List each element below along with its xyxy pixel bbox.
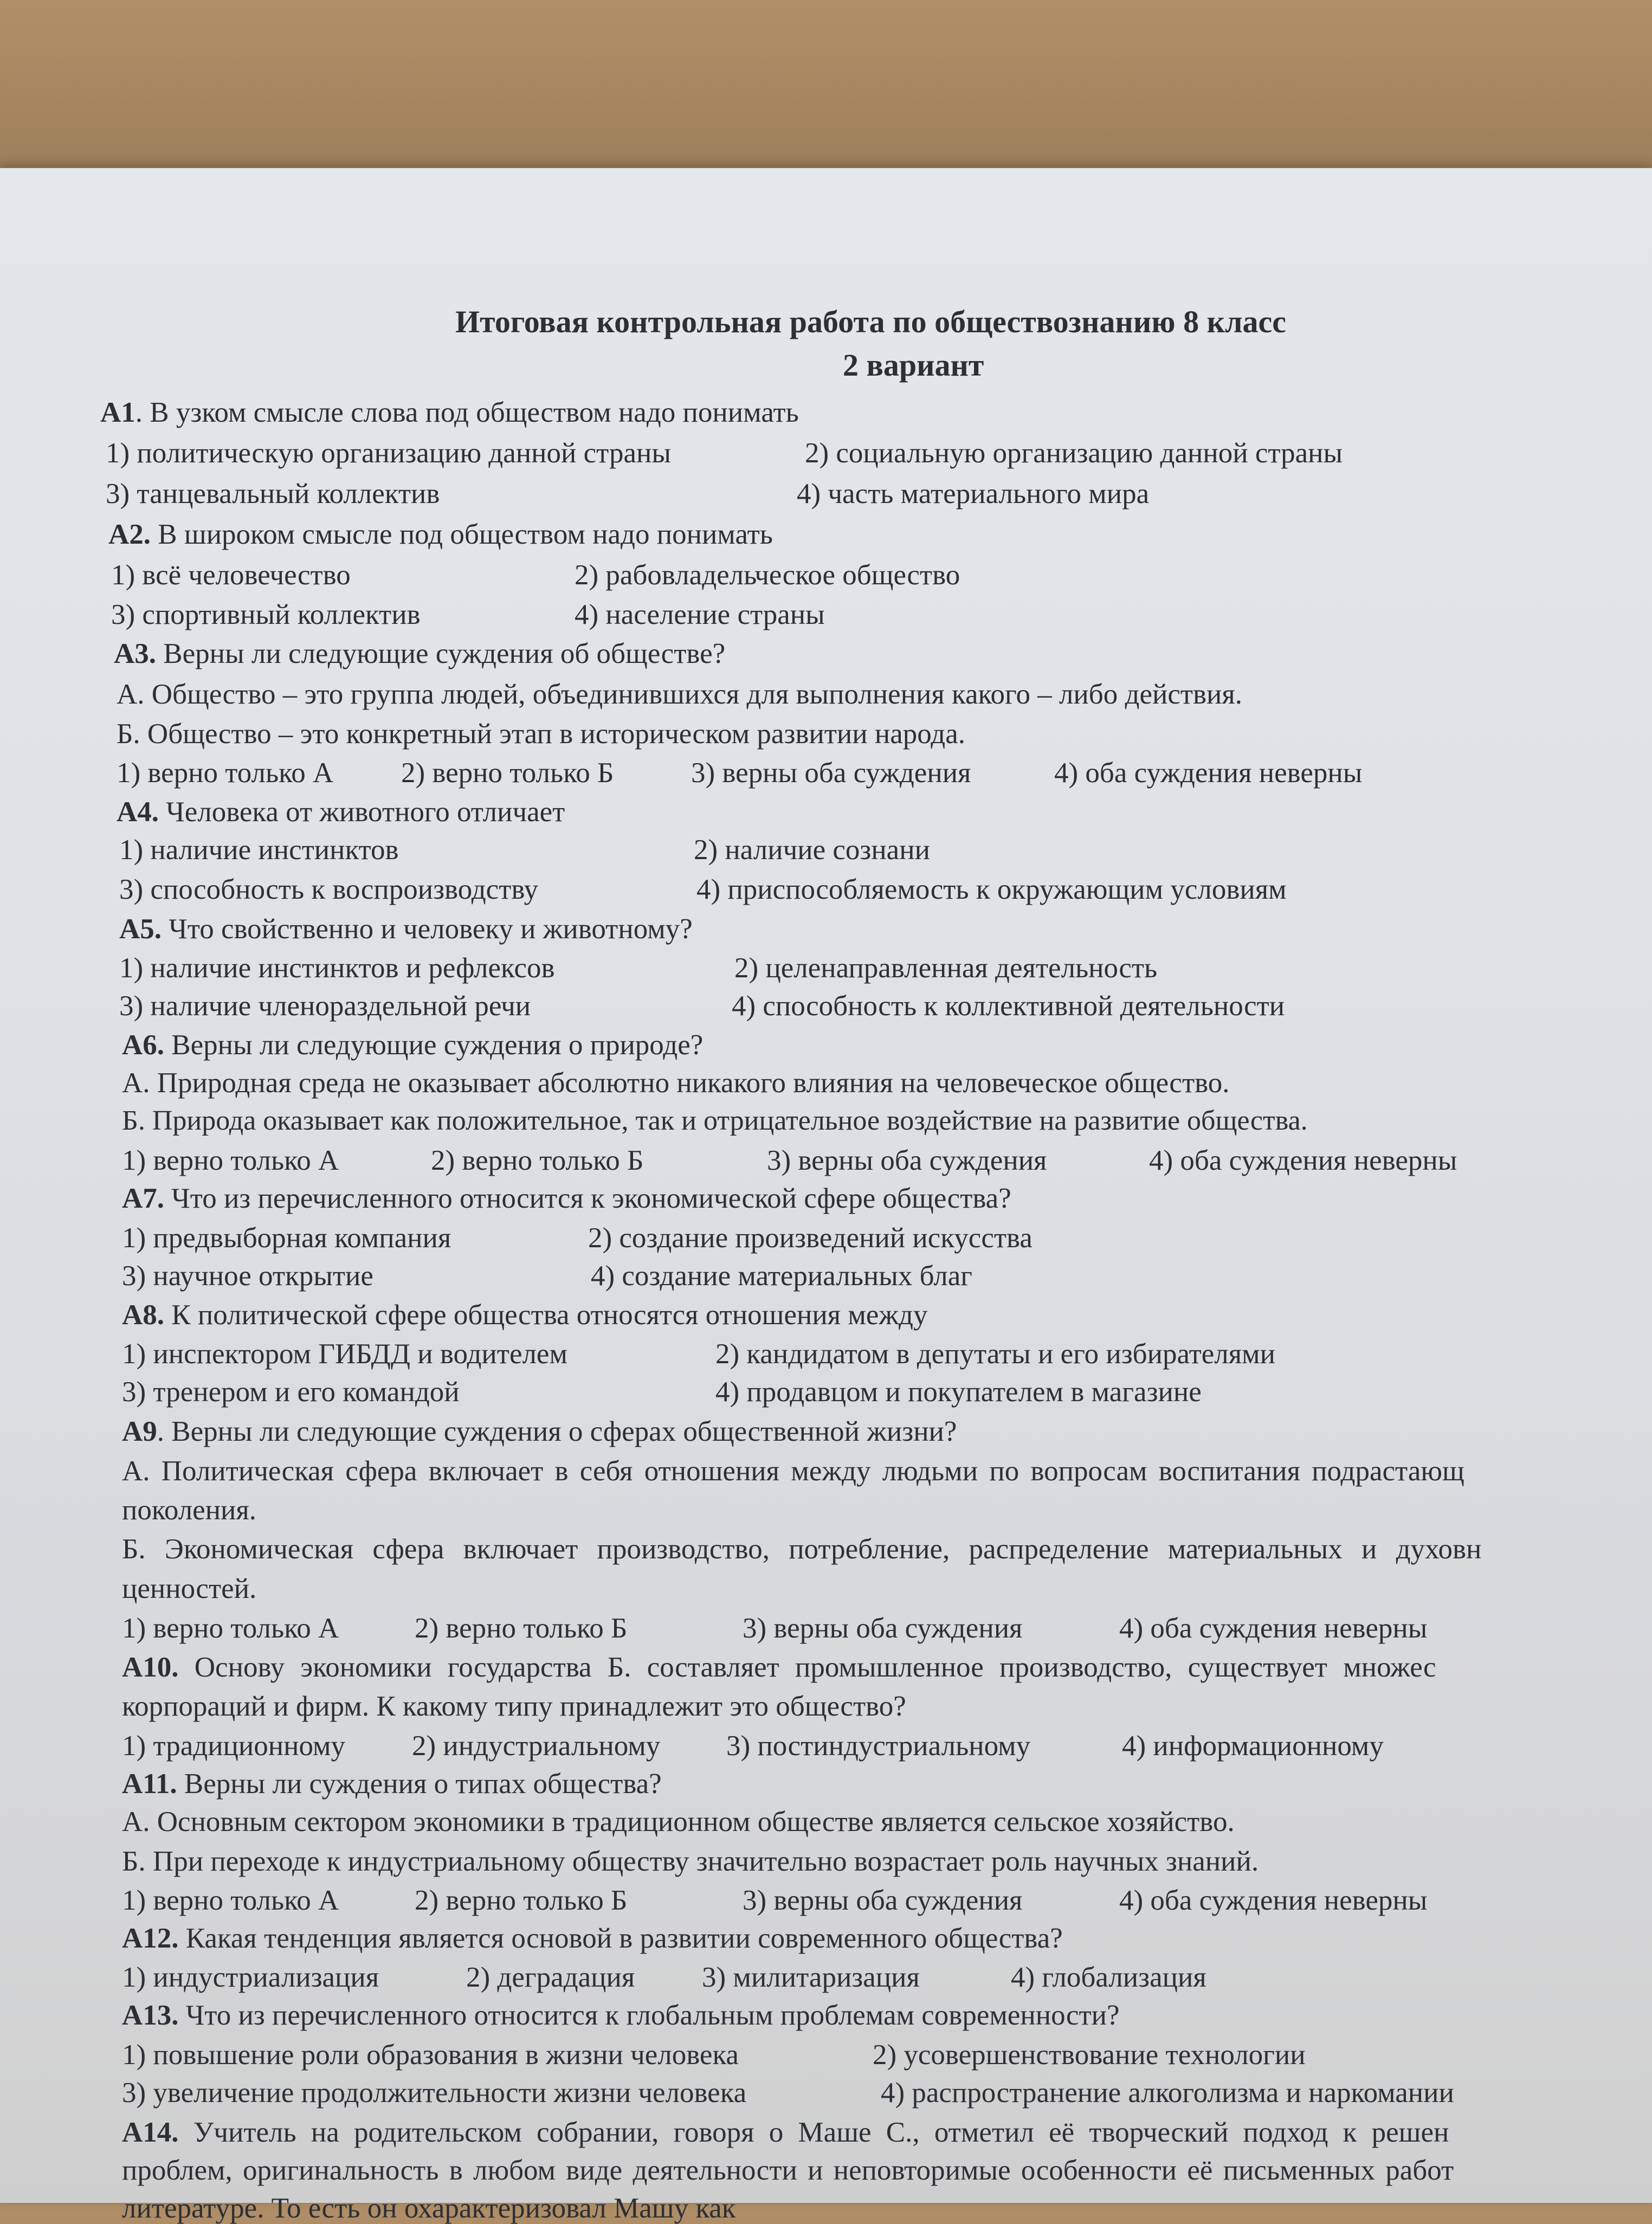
option: 3) научное открытие <box>122 1260 373 1292</box>
question-a5 <box>119 915 693 944</box>
paper-sheet <box>0 168 1652 2224</box>
statement-a: А. Природная среда не оказывает абсолютно никакого влияния на человеческое общество. <box>122 1067 1230 1099</box>
variant-label: 2 вариант <box>843 347 984 383</box>
option-row <box>122 1962 1206 1993</box>
question-a7 <box>122 1184 1011 1213</box>
option: 2) верно только Б <box>401 757 614 789</box>
statement-b: Б. Экономическая сфера включает производство, потребление, распределение материальных и духовн <box>122 1533 1482 1565</box>
option-row <box>122 2077 1454 2109</box>
option: 1) индустриализация <box>122 1962 379 1993</box>
question-text: В широком смысле под обществом надо понимать <box>151 519 773 550</box>
option-row <box>111 599 825 630</box>
option: 2) целенаправленная деятельность <box>734 952 1158 984</box>
option-row <box>119 990 1285 1022</box>
option: 4) создание материальных благ <box>591 1260 972 1292</box>
option: 4) население страны <box>575 599 825 630</box>
question-text-continued: литературе. То есть он охарактеризовал Машу как <box>122 2193 736 2224</box>
question-a2 <box>108 520 773 549</box>
question-text: Верны ли суждения о типах общества? <box>177 1768 662 1800</box>
question-text-continued: проблем, оригинальность в любом виде деятельности и неповторимые особенности её письменных работ <box>122 2155 1454 2186</box>
option-row <box>117 757 1363 789</box>
option-row <box>111 559 960 591</box>
option: 2) усовершенствование технологии <box>873 2039 1306 2071</box>
question-number: А11. <box>122 1768 177 1800</box>
question-text: . Верны ли следующие суждения о сферах общественной жизни? <box>157 1416 957 1447</box>
question-number: А6. <box>122 1029 165 1061</box>
question-text: Верны ли следующие суждения о природе? <box>164 1029 704 1061</box>
option: 3) спортивный коллектив <box>111 599 421 630</box>
question-number: А13. <box>122 2000 179 2031</box>
option: 2) индустриальному <box>412 1730 661 1762</box>
question-a3 <box>114 640 725 668</box>
statement-b: Б. При переходе к индустриальному обществу значительно возрастает роль научных знаний. <box>122 1846 1259 1877</box>
option: 1) традиционному <box>122 1730 346 1762</box>
option: 2) деградация <box>466 1962 635 1993</box>
option: 1) верно только А <box>117 757 334 789</box>
question-number: А5. <box>119 913 162 945</box>
option: 4) оба суждения неверны <box>1149 1145 1457 1176</box>
statement-b-continued: ценностей. <box>122 1573 257 1604</box>
question-text: Что свойственно и человеку и животному? <box>162 913 693 945</box>
option: 1) наличие инстинктов <box>119 834 399 866</box>
option: 1) верно только А <box>122 1145 339 1176</box>
question-text: . В узком смысле слова под обществом надо понимать <box>135 397 799 428</box>
question-text: Что из перечисленного относится к экономической сфере общества? <box>164 1183 1011 1214</box>
question-number: А12. <box>122 1923 179 1954</box>
option-row <box>122 1613 1428 1644</box>
option: 4) способность к коллективной деятельности <box>732 990 1285 1022</box>
option-row <box>122 1260 972 1292</box>
option: 4) оба суждения неверны <box>1054 757 1363 789</box>
option: 1) верно только А <box>122 1613 339 1644</box>
option: 1) предвыборная компания <box>122 1222 451 1254</box>
option: 1) повышение роли образования в жизни человека <box>122 2039 739 2071</box>
option: 3) милитаризация <box>702 1962 920 1993</box>
question-number: А1 <box>100 397 135 428</box>
statement-a-continued: поколения. <box>122 1494 257 1526</box>
page-title: Итоговая контрольная работа по обществознанию 8 класс <box>455 304 1287 339</box>
option: 3) танцевальный коллектив <box>106 478 440 510</box>
option: 2) верно только Б <box>415 1885 628 1916</box>
question-text: Основу экономики государства Б. составляет промышленное производство, существует множес <box>178 1652 1436 1683</box>
question-text: Верны ли следующие суждения об обществе? <box>156 638 726 669</box>
option-row <box>122 2039 1306 2071</box>
option: 1) верно только А <box>122 1885 339 1916</box>
question-text: Учитель на родительском собрании, говоря о Маше С., отметил её творческий подход к решен <box>178 2117 1449 2148</box>
option-row <box>119 952 1158 984</box>
statement-a: А. Основным сектором экономики в традиционном обществе является сельское хозяйство. <box>122 1806 1235 1838</box>
option-row <box>106 478 1150 510</box>
question-number: А2. <box>108 519 151 550</box>
option: 1) всё человечество <box>111 559 351 591</box>
option: 4) распространение алкоголизма и наркомании <box>881 2077 1454 2109</box>
option: 3) верны оба суждения <box>767 1145 1047 1176</box>
question-number: А8. <box>122 1299 165 1331</box>
option: 3) увеличение продолжительности жизни человека <box>122 2077 747 2109</box>
question-text: Что из перечисленного относится к глобальным проблемам современности? <box>178 2000 1120 2031</box>
option: 3) верны оба суждения <box>743 1613 1023 1644</box>
option-row <box>122 1376 1202 1408</box>
statement-a: А. Общество – это группа людей, объединившихся для выполнения какого – либо действия. <box>117 679 1243 710</box>
option: 2) социальную организацию данной страны <box>805 437 1343 469</box>
option: 2) верно только Б <box>431 1145 644 1176</box>
statement-b: Б. Общество – это конкретный этап в историческом развитии народа. <box>117 718 966 750</box>
option: 2) наличие сознани <box>694 834 930 866</box>
option: 3) наличие членораздельной речи <box>119 990 531 1022</box>
option: 2) рабовладельческое общество <box>575 559 960 591</box>
question-a11 <box>122 1770 662 1798</box>
statement-b: Б. Природа оказывает как положительное, так и отрицательное воздействие на развитие общества. <box>122 1105 1308 1136</box>
option: 4) глобализация <box>1011 1962 1206 1993</box>
option-row <box>119 874 1287 905</box>
question-number: А3. <box>114 638 157 669</box>
option: 3) тренером и его командой <box>122 1376 460 1408</box>
question-a12 <box>122 1924 1063 1953</box>
option-row <box>119 834 930 866</box>
question-number: А9 <box>122 1416 157 1447</box>
option: 3) способность к воспроизводству <box>119 874 539 905</box>
question-a10 <box>122 1653 1436 1682</box>
option: 3) верны оба суждения <box>691 757 971 789</box>
option: 2) создание произведений искусства <box>588 1222 1032 1254</box>
question-a9 <box>122 1417 957 1446</box>
question-text: Человека от животного отличает <box>159 796 565 828</box>
question-number: А10. <box>122 1652 179 1683</box>
option-row <box>122 1338 1276 1370</box>
option: 1) инспектором ГИБДД и водителем <box>122 1338 567 1370</box>
option: 3) верны оба суждения <box>743 1885 1023 1916</box>
question-a13 <box>122 2001 1120 2030</box>
option-row <box>122 1730 1384 1762</box>
option-row <box>122 1145 1457 1176</box>
question-a8 <box>122 1301 927 1330</box>
question-text: Какая тенденция является основой в развитии современного общества? <box>178 1923 1063 1954</box>
question-number: А7. <box>122 1183 165 1214</box>
option-row <box>122 1222 1032 1254</box>
question-a6 <box>122 1031 703 1060</box>
option: 1) наличие инстинктов и рефлексов <box>119 952 555 984</box>
option: 3) постиндустриальному <box>726 1730 1031 1762</box>
option: 4) часть материального мира <box>797 478 1150 510</box>
option: 4) продавцом и покупателем в магазине <box>715 1376 1202 1408</box>
option-row <box>106 437 1343 469</box>
option: 4) оба суждения неверны <box>1119 1885 1428 1916</box>
option: 2) кандидатом в депутаты и его избирателями <box>715 1338 1276 1370</box>
option: 4) оба суждения неверны <box>1119 1613 1428 1644</box>
option-row <box>122 1885 1428 1916</box>
option: 4) информационному <box>1122 1730 1384 1762</box>
question-a1 <box>100 398 799 427</box>
option: 1) политическую организацию данной страны <box>106 437 671 469</box>
question-number: А4. <box>117 796 159 828</box>
option: 2) верно только Б <box>415 1613 628 1644</box>
question-text-continued: корпораций и фирм. К какому типу принадлежит это общество? <box>122 1691 906 1722</box>
question-text: К политической сфере общества относятся отношения между <box>164 1299 928 1331</box>
question-a14 <box>122 2118 1449 2147</box>
option: 4) приспособляемость к окружающим условиям <box>696 874 1287 905</box>
statement-a: А. Политическая сфера включает в себя отношения между людьми по вопросам воспитания подрастающ <box>122 1455 1464 1487</box>
question-a4 <box>117 798 565 827</box>
question-number: А14. <box>122 2117 179 2148</box>
